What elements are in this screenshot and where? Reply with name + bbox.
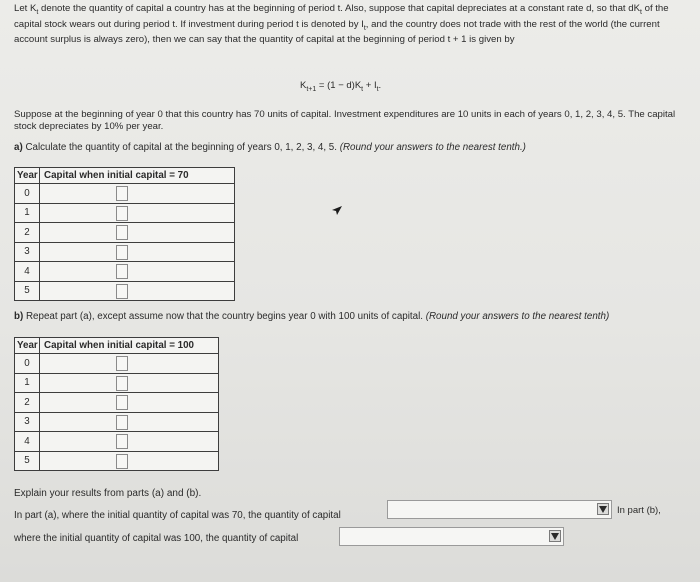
table-row: [15, 412, 219, 432]
table-row: [15, 373, 219, 393]
capital-formula: $K_{t+1} = (1 - d)K_t + I_t$.: [300, 80, 382, 93]
table-row: [15, 223, 235, 243]
part-a-capital-dropdown[interactable]: [387, 500, 612, 519]
setup-paragraph: Suppose at the beginning of year 0 that this country has 70 units of capital. Investment expenditures are 10 units in each of years 0, 1, 2, 3, 4, 5. The capital stock depreciates by 10% per year.: [14, 109, 676, 132]
year-cell: 4: [15, 432, 40, 452]
year-cell: 3: [15, 242, 40, 262]
table-row: [15, 451, 219, 471]
year-cell: 2: [15, 223, 40, 243]
table-row: [15, 184, 235, 204]
part-a-table: [14, 167, 235, 301]
table-row: [15, 393, 219, 413]
year-cell: 3: [15, 412, 40, 432]
year-cell: 1: [15, 373, 40, 393]
table-row: [15, 203, 235, 223]
intro-paragraph: Let $K_t$ denote the quantity of capital a country has at the beginning of period t. Also, suppose that capital depreciates at a constant rate d, so that $dK_t$ of the capital stock wears out during period t. If investment during period t is denoted by $I_t$, and the country does not trade with the rest of the world (the current account surplus is always zero), then we can say that the quantity of capital at the beginning of period t + 1 is given by: [14, 3, 669, 45]
year-cell: 0: [15, 354, 40, 374]
capital-header: Capital when initial capital = 100: [40, 338, 219, 354]
capital-input[interactable]: [116, 284, 128, 299]
explain-sentence-b-lead: In part (b),: [617, 505, 661, 516]
year-header: Year: [15, 168, 40, 184]
capital-input[interactable]: [116, 206, 128, 221]
capital-input[interactable]: [116, 434, 128, 449]
explain-prompt: Explain your results from parts (a) and (b).: [14, 488, 202, 499]
explain-sentence-c: where the initial quantity of capital was 100, the quantity of capital: [14, 533, 299, 544]
explain-sentence-a: In part (a), where the initial quantity of capital was 70, the quantity of capital: [14, 510, 341, 521]
capital-input[interactable]: [116, 395, 128, 410]
part-b-question: b) Repeat part (a), except assume now that the country begins year 0 with 100 units of capital. (Round your answers to the nearest tenth): [14, 311, 610, 322]
capital-input[interactable]: [116, 264, 128, 279]
year-cell: 1: [15, 203, 40, 223]
capital-input[interactable]: [116, 186, 128, 201]
year-cell: 5: [15, 451, 40, 471]
table-row: [15, 242, 235, 262]
capital-input[interactable]: [116, 245, 128, 260]
year-cell: 5: [15, 281, 40, 301]
dropdown-arrow-icon[interactable]: [549, 530, 561, 542]
year-cell: 4: [15, 262, 40, 282]
year-cell: 0: [15, 184, 40, 204]
table-row: [15, 354, 219, 374]
table-row: [15, 432, 219, 452]
part-b-table: [14, 337, 219, 471]
table-row: [15, 262, 235, 282]
capital-input[interactable]: [116, 454, 128, 469]
part-a-question: a) Calculate the quantity of capital at the beginning of years 0, 1, 2, 3, 4, 5. (Round your answers to the nearest tenth.): [14, 142, 526, 153]
part-b-capital-dropdown[interactable]: [339, 527, 564, 546]
capital-input[interactable]: [116, 225, 128, 240]
capital-input[interactable]: [116, 415, 128, 430]
year-cell: 2: [15, 393, 40, 413]
dropdown-arrow-icon[interactable]: [597, 503, 609, 515]
capital-input[interactable]: [116, 356, 128, 371]
capital-header: Capital when initial capital = 70: [40, 168, 235, 184]
table-row: [15, 281, 235, 301]
year-header: Year: [15, 338, 40, 354]
mouse-pointer-icon: [330, 205, 344, 219]
capital-input[interactable]: [116, 376, 128, 391]
